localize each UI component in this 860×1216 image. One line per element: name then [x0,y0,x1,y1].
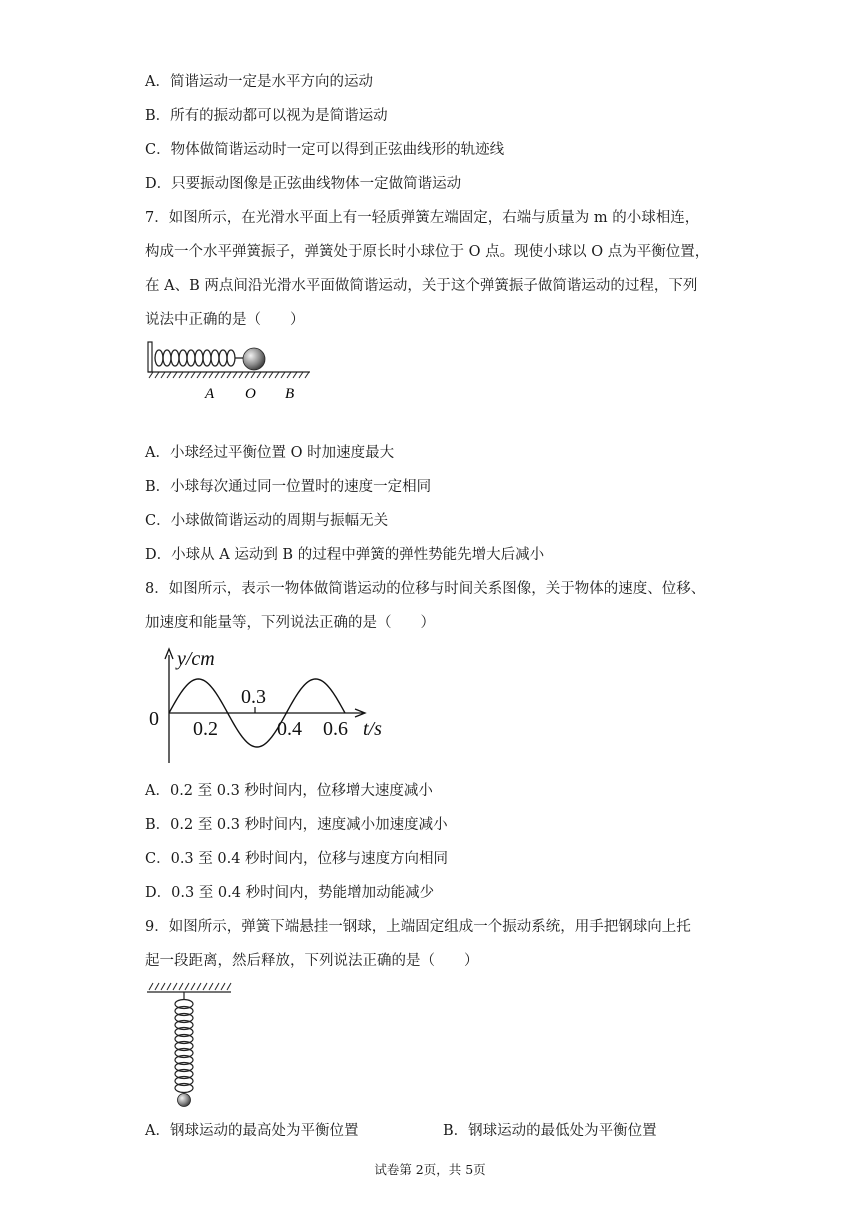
q8-stem-line-1: 8．如图所示，表示一物体做简谐运动的位移与时间关系图像，关于物体的速度、位移、 [145,581,706,597]
label-o: O [245,386,256,402]
q8-option-b: B．0.2 至 0.3 秒时间内，速度减小加速度减小 [145,817,448,833]
q9-stem-line-2: 起一段距离，然后释放，下列说法正确的是（ ） [145,953,479,969]
tick-label-0-3: 0.3 [241,686,266,708]
q7-option-b: B．小球每次通过同一位置时的速度一定相同 [145,479,432,495]
x-axis-label: t/s [363,718,382,740]
q7-stem-line-4: 说法中正确的是（ ） [145,312,305,328]
q8-option-d: D．0.3 至 0.4 秒时间内，势能增加动能减少 [145,885,435,901]
q7-option-c: C．小球做简谐运动的周期与振幅无关 [145,513,389,529]
q7-option-a: A．小球经过平衡位置 O 时加速度最大 [145,445,395,461]
q6-option-a: A．简谐运动一定是水平方向的运动 [145,74,373,90]
q8-displacement-time-graph [145,645,395,770]
steel-ball [178,1094,191,1107]
ceiling-hatching [149,983,231,990]
q9-stem-line-1: 9．如图所示，弹簧下端悬挂一钢球，上端固定组成一个振动系统，用手把钢球向上托 [145,919,691,935]
q8-option-c: C．0.3 至 0.4 秒时间内，位移与速度方向相同 [145,851,449,867]
label-a: A [205,386,215,402]
tick-label-0-2: 0.2 [193,718,218,740]
y-axis-label: y/cm [177,648,215,670]
q9-vertical-spring-figure [145,980,240,1110]
tick-label-0-4: 0.4 [277,718,302,740]
label-b: B [285,386,295,402]
horizontal-spring [155,350,243,366]
q8-option-a: A．0.2 至 0.3 秒时间内，位移增大速度减小 [145,783,433,799]
q7-stem-line-2: 构成一个水平弹簧振子，弹簧处于原长时小球位于 O 点。现使小球以 O 点为平衡位置， [145,244,710,260]
wall [148,342,152,372]
q7-stem-line-3: 在 A、B 两点间沿光滑水平面做简谐运动，关于这个弹簧振子做简谐运动的过程，下列 [145,278,698,294]
origin-label: 0 [149,708,159,730]
q6-option-b: B．所有的振动都可以视为是简谐运动 [145,108,388,124]
q9-option-a: A．钢球运动的最高处为平衡位置 [145,1123,359,1139]
vertical-spring [175,992,193,1094]
tick-label-0-6: 0.6 [323,718,348,740]
q7-option-d: D．小球从 A 运动到 B 的过程中弹簧的弹性势能先增大后减小 [145,547,545,563]
ball [243,348,265,370]
ground-hatching [149,372,309,378]
page-footer: 试卷第 2页，共 5页 [374,1162,486,1177]
q6-option-d: D．只要振动图像是正弦曲线物体一定做简谐运动 [145,176,462,192]
q7-spring-oscillator-figure [145,340,315,405]
q7-stem-line-1: 7．如图所示，在光滑水平面上有一轻质弹簧左端固定，右端与质量为 m 的小球相连， [145,210,700,226]
q9-option-b: B．钢球运动的最低处为平衡位置 [443,1123,657,1139]
q8-stem-line-2: 加速度和能量等，下列说法正确的是（ ） [145,615,435,631]
q6-option-c: C．物体做简谐运动时一定可以得到正弦曲线形的轨迹线 [145,142,505,158]
